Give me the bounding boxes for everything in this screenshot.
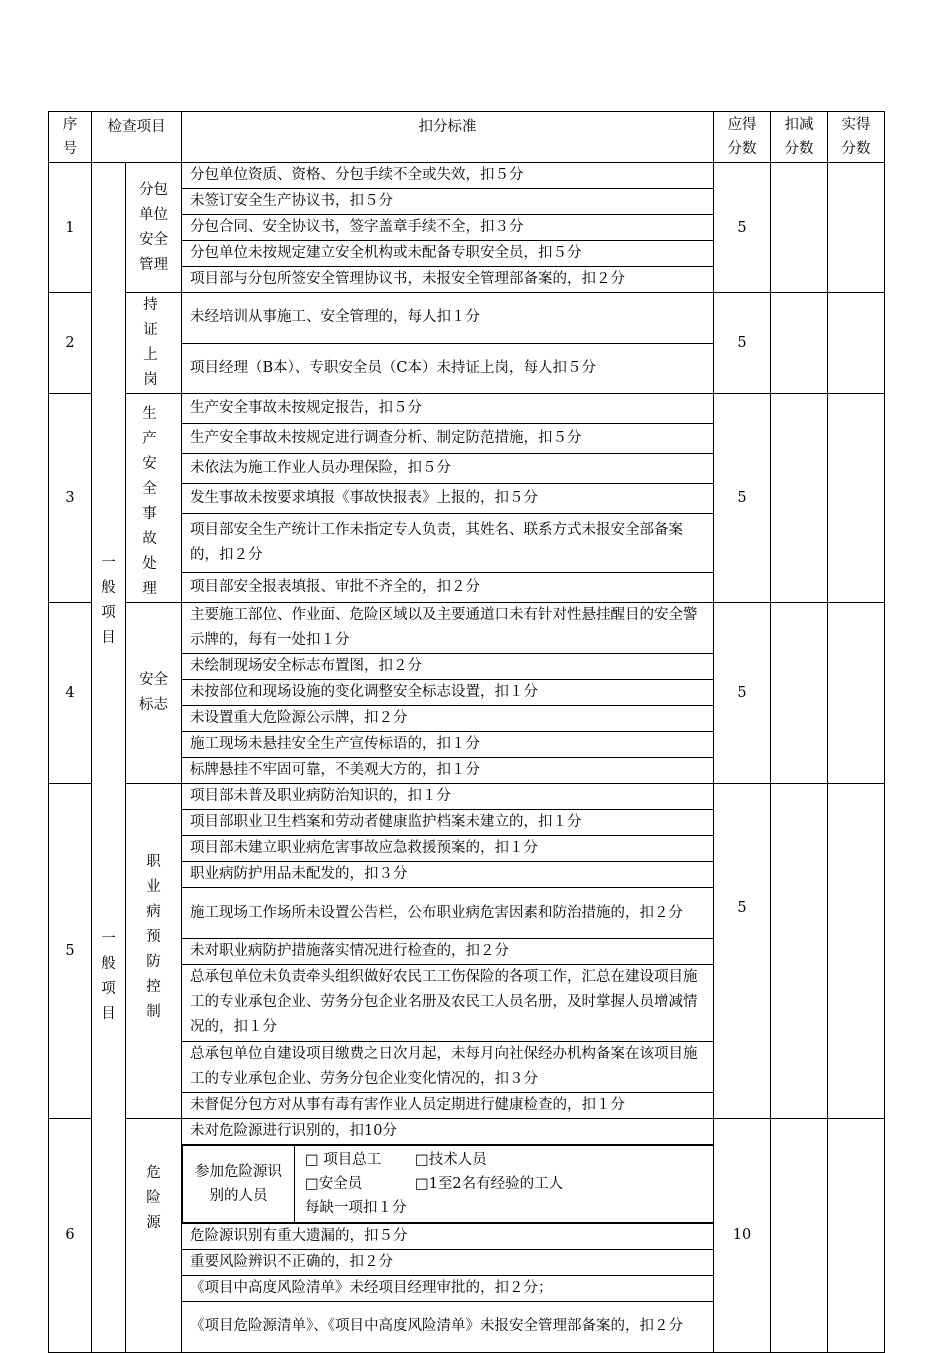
- table-row: [49, 1118, 885, 1144]
- due-score: 5: [714, 603, 771, 784]
- table-row: [49, 784, 885, 810]
- section-index: 6: [49, 1118, 92, 1352]
- header-item: 检查项目: [92, 112, 182, 163]
- section-category: 安全标志: [126, 603, 182, 784]
- deduct-score-cell[interactable]: [771, 394, 828, 603]
- table-row: [49, 293, 885, 344]
- due-score: 10: [714, 1118, 771, 1352]
- section-index: 5: [49, 784, 92, 1119]
- standard-item: 施工现场工作场所未设置公告栏，公布职业病危害因素和防治措施的，扣２分: [182, 888, 714, 939]
- standard-item: 《项目中高度风险清单》未经项目经理审批的，扣２分；: [182, 1275, 714, 1301]
- standard-item: 未绘制现场安全标志布置图，扣２分: [182, 654, 714, 680]
- table-row: [49, 603, 885, 654]
- standard-item: 《项目危险源清单》、《项目中高度风险清单》未报安全管理部备案的，扣２分: [182, 1301, 714, 1352]
- standard-item: 施工现场未悬挂安全生产宣传标语的，扣１分: [182, 732, 714, 758]
- standard-item: 分包单位未按规定建立安全机构或未配备专职安全员，扣５分: [182, 241, 714, 267]
- header-row: [49, 112, 885, 163]
- standard-item: 项目部未普及职业病防治知识的，扣１分: [182, 784, 714, 810]
- header-actual-score: 实得分数: [828, 112, 885, 163]
- personnel-note: 每缺一项扣１分: [305, 1199, 407, 1216]
- standard-item: 分包单位资质、资格、分包手续不全或失效，扣５分: [182, 163, 714, 189]
- section-index: 4: [49, 603, 92, 784]
- standard-item: 未依法为施工作业人员办理保险，扣５分: [182, 454, 714, 484]
- standard-item: 项目部安全生产统计工作未指定专人负责，其姓名、联系方式未报安全部备案的，扣２分: [182, 514, 714, 573]
- standard-item: 主要施工部位、作业面、危险区域以及主要通道口未有针对性悬挂醒目的安全警示牌的，每有一处扣１分: [182, 603, 714, 654]
- due-score: 5: [714, 293, 771, 394]
- section-category: 分包单位安全管理: [126, 163, 182, 293]
- section-index: 3: [49, 394, 92, 603]
- standard-item: 项目部安全报表填报、审批不齐全的，扣２分: [182, 572, 714, 602]
- inspection-score-table: [48, 111, 885, 1353]
- general-label-top: 一般项目: [101, 555, 116, 646]
- standard-item: 未按部位和现场设施的变化调整安全标志设置，扣１分: [182, 680, 714, 706]
- deduct-score-cell[interactable]: [771, 1118, 828, 1352]
- standard-item: 未督促分包方对从事有毒有害作业人员定期进行健康检查的，扣１分: [182, 1092, 714, 1118]
- actual-score-cell[interactable]: [828, 784, 885, 1119]
- checkbox-experienced-workers[interactable]: □1至2名有经验的工人: [415, 1175, 564, 1192]
- standard-item: 危险源识别有重大遗漏的，扣５分: [182, 1223, 714, 1249]
- general-label-bottom: 一般项目: [101, 931, 116, 1022]
- actual-score-cell[interactable]: [828, 163, 885, 293]
- section-index: 2: [49, 293, 92, 394]
- standard-item: 未经培训从事施工、安全管理的，每人扣１分: [182, 293, 714, 344]
- personnel-cell: [182, 1144, 714, 1223]
- header-standard: 扣分标准: [182, 112, 714, 163]
- standard-item: 标牌悬挂不牢固可靠，不美观大方的，扣１分: [182, 758, 714, 784]
- section-category: 生产安全事故处理: [126, 394, 182, 603]
- deduct-score-cell[interactable]: [771, 293, 828, 394]
- checkbox-technician[interactable]: □技术人员: [415, 1151, 487, 1168]
- personnel-table: [182, 1145, 713, 1223]
- table-row: [49, 163, 885, 189]
- standard-item: 项目经理（B本）、专职安全员（C本）未持证上岗，每人扣５分: [182, 343, 714, 394]
- standard-item: 项目部职业卫生档案和劳动者健康监护档案未建立的，扣１分: [182, 810, 714, 836]
- standard-item: 未设置重大危险源公示牌，扣２分: [182, 706, 714, 732]
- personnel-label: 参加危险源识别的人员: [183, 1145, 295, 1222]
- header-index: 序号: [49, 112, 92, 163]
- standard-item: 发生事故未按要求填报《事故快报表》上报的，扣５分: [182, 484, 714, 514]
- standard-item: 未签订安全生产协议书，扣５分: [182, 189, 714, 215]
- standard-item: 未对职业病防护措施落实情况进行检查的，扣２分: [182, 939, 714, 965]
- checkbox-safety-officer[interactable]: □安全员: [305, 1175, 363, 1192]
- standard-item: 生产安全事故未按规定报告，扣５分: [182, 394, 714, 424]
- section-category: 持证上岗: [126, 293, 182, 394]
- standard-item: 项目部与分包所签安全管理协议书，未报安全管理部备案的，扣２分: [182, 267, 714, 293]
- actual-score-cell[interactable]: [828, 1118, 885, 1352]
- actual-score-cell[interactable]: [828, 293, 885, 394]
- actual-score-cell[interactable]: [828, 394, 885, 603]
- header-deduct-score: 扣减分数: [771, 112, 828, 163]
- standard-item: 总承包单位自建设项目缴费之日次月起，未每月向社保经办机构备案在该项目施工的专业承包企业、劳务分包企业变化情况的，扣３分: [182, 1041, 714, 1092]
- general-items-column: [92, 163, 126, 1353]
- due-score: 5: [714, 163, 771, 293]
- actual-score-cell[interactable]: [828, 603, 885, 784]
- table-row: [49, 394, 885, 424]
- standard-item: 职业病防护用品未配发的，扣３分: [182, 862, 714, 888]
- standard-item: 总承包单位未负责牵头组织做好农民工工伤保险的各项工作，汇总在建设项目施工的专业承包企业、劳务分包企业名册及农民工人员名册，及时掌握人员增减情况的，扣１分: [182, 965, 714, 1042]
- section-category: 危险源: [126, 1118, 182, 1352]
- personnel-options: [295, 1145, 714, 1222]
- section-category: 职业病预防控制: [126, 784, 182, 1119]
- deduct-score-cell[interactable]: [771, 784, 828, 1119]
- checkbox-chief-engineer[interactable]: □ 项目总工: [305, 1151, 382, 1168]
- header-due-score: 应得分数: [714, 112, 771, 163]
- standard-item: 重要风险辨识不正确的，扣２分: [182, 1249, 714, 1275]
- due-score: 5: [714, 784, 771, 1119]
- deduct-score-cell[interactable]: [771, 163, 828, 293]
- standard-item: 项目部未建立职业病危害事故应急救援预案的，扣１分: [182, 836, 714, 862]
- standard-item: 未对危险源进行识别的，扣10分: [182, 1118, 714, 1144]
- standard-item: 分包合同、安全协议书，签字盖章手续不全，扣３分: [182, 215, 714, 241]
- due-score: 5: [714, 394, 771, 603]
- section-index: 1: [49, 163, 92, 293]
- standard-item: 生产安全事故未按规定进行调查分析、制定防范措施，扣５分: [182, 424, 714, 454]
- deduct-score-cell[interactable]: [771, 603, 828, 784]
